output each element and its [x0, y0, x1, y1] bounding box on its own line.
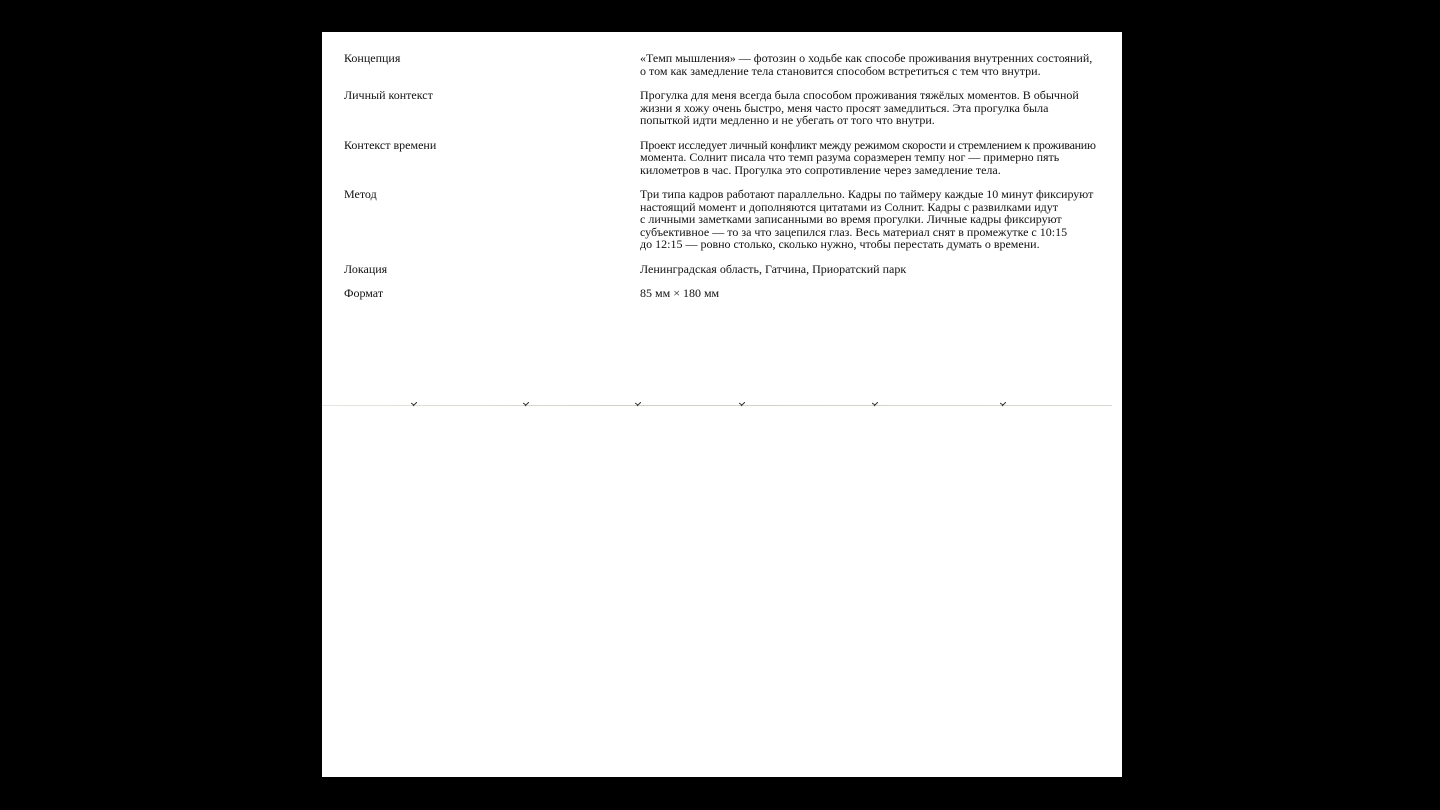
- time-context-line: километров в час. Прогулка это сопротивление через замедление тела.: [640, 162, 1001, 177]
- concept-line: «Темп мышления» — фотозин о ходьбе как способе проживания внутренних состояний,: [640, 51, 1093, 65]
- stitch-mark-icon: [523, 402, 529, 407]
- personal-context-line: попыткой идти медленно и не убегать от того что внутри.: [640, 113, 935, 127]
- stitch-mark-icon: [411, 402, 417, 407]
- location-label: Локация: [344, 261, 388, 276]
- time-context-label: Контекст времени: [344, 137, 437, 152]
- personal-context-line: жизни я хожу очень быстро, меня часто просят замедлиться. Эта прогулка была: [640, 100, 1049, 115]
- spec-row-location: [344, 263, 1100, 276]
- format-value: 85 мм × 180 мм: [640, 286, 720, 300]
- stitch-mark-icon: [1000, 402, 1006, 407]
- stitch-mark-icon: [872, 402, 878, 407]
- stitch-mark-icon: [739, 402, 745, 407]
- method-line: до 12:15 — ровно столько, сколько нужно, чтобы перестать думать о времени.: [640, 237, 1040, 251]
- personal-context-text: [640, 89, 1100, 127]
- method-line: с личными заметками записанными во время прогулки. Личные кадры фиксируют: [640, 212, 1062, 226]
- method-label: Метод: [344, 187, 377, 201]
- format-label: Формат: [344, 286, 384, 300]
- method-line: настоящий момент и дополняются цитатами из Солнит. Кадры с развилками идут: [640, 199, 1058, 214]
- spec-row-time-context: [344, 139, 1100, 177]
- personal-context-label: Личный контекст: [344, 88, 433, 102]
- spec-row-personal-context: [344, 89, 1100, 127]
- spec-row-concept: [344, 52, 1100, 77]
- zine-spread-page: [322, 32, 1122, 777]
- binding-thread-line: [322, 405, 1112, 406]
- method-text: [640, 188, 1100, 251]
- personal-context-line: Прогулка для меня всегда была способом проживания тяжёлых моментов. В обычной: [640, 88, 1079, 102]
- time-context-line: Проект исследует личный конфликт между режимом скорости и стремлением к проживанию: [640, 137, 1096, 152]
- method-line: субъективное — то за что зацепился глаз. Весь материал снят в промежутке с 10:15: [640, 224, 1068, 239]
- project-spec-table: [344, 52, 1100, 312]
- method-line: Три типа кадров работают параллельно. Кадры по таймеру каждые 10 минут фиксируют: [640, 187, 1094, 201]
- time-context-line: момента. Солнит писала что темп разума соразмерен темпу ног — примерно пять: [640, 150, 1060, 164]
- concept-line: о том как замедление тела становится способом встретиться с тем что внутри.: [640, 63, 1041, 78]
- stitch-mark-icon: [635, 402, 641, 407]
- time-context-text: [640, 139, 1100, 177]
- spec-row-method: [344, 188, 1100, 251]
- concept-text: [640, 52, 1100, 77]
- concept-label: Концепция: [344, 51, 401, 65]
- location-value: Ленинградская область, Гатчина, Приоратский парк: [640, 261, 907, 276]
- spec-row-format: [344, 287, 1100, 300]
